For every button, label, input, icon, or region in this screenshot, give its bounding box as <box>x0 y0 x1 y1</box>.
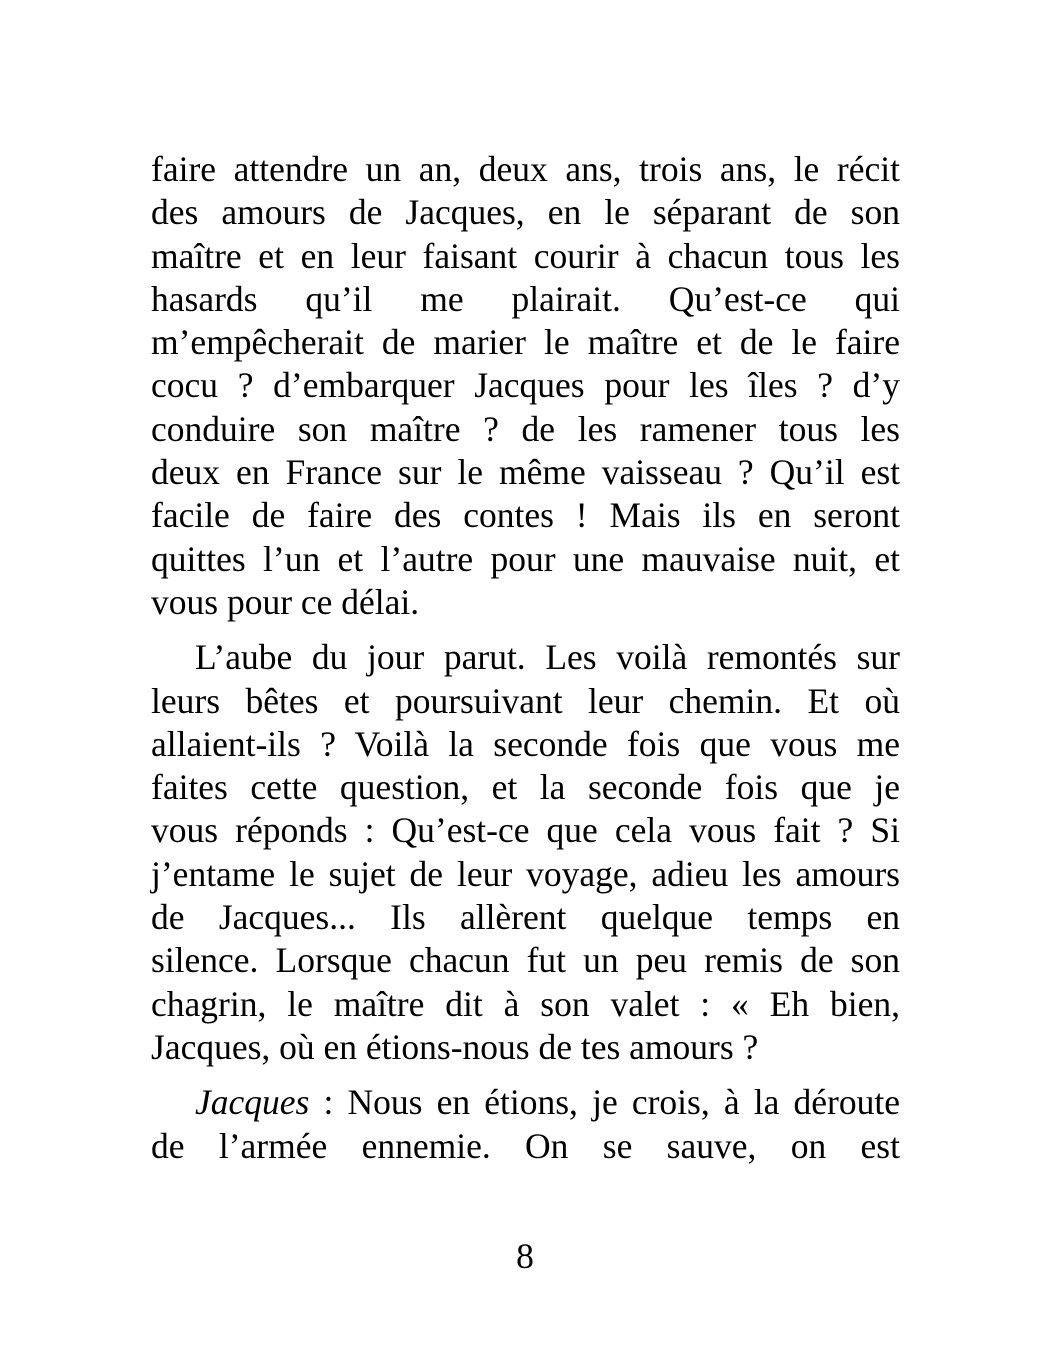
text-line: des amours de Jacques, en le séparant de son <box>151 192 900 233</box>
text-line: vous pour ce délai. <box>151 581 420 622</box>
speaker-name: Jacques <box>195 1082 310 1123</box>
paragraph-2 <box>151 636 900 1069</box>
paragraph-spacer <box>151 1069 900 1081</box>
text-line: faire attendre un an, deux ans, trois ans, le récit <box>151 149 900 189</box>
dialogue-text: : Nous en étions, je crois, à la déroute <box>309 1082 900 1123</box>
dialogue-line <box>151 1081 900 1124</box>
paragraph-spacer <box>151 624 900 636</box>
text-line: deux en France sur le même vaisseau ? Qu’il est <box>151 452 900 493</box>
text-line: conduire son maître ? de les ramener tous les <box>151 408 900 449</box>
text-line: vous réponds : Qu’est-ce que cela vous fait ? Si <box>151 810 900 851</box>
text-line: hasards qu’il me plairait. Qu’est-ce qui <box>151 278 900 319</box>
paragraph-1 <box>151 148 900 624</box>
text-line: de l’armée ennemie. On se sauve, on est <box>151 1125 900 1166</box>
text-line: cocu ? d’embarquer Jacques pour les îles ? d’y <box>151 365 900 406</box>
text-line: L’aube du jour parut. Les voilà remontés sur <box>195 637 900 678</box>
text-line: allaient-ils ? Voilà la seconde fois que vous me <box>151 723 900 764</box>
text-line: chagrin, le maître dit à son valet : « Eh bien, <box>151 983 900 1024</box>
paragraph-3 <box>151 1081 900 1168</box>
text-line: de Jacques... Ils allèrent quelque temps en <box>151 897 900 938</box>
text-line: maître et en leur faisant courir à chacun tous les <box>151 235 900 276</box>
text-line: quittes l’un et l’autre pour une mauvaise nuit, et <box>151 538 900 579</box>
text-line: Jacques, où en étions-nous de tes amours ? <box>151 1026 759 1067</box>
text-line: facile de faire des contes ! Mais ils en seront <box>151 495 900 536</box>
text-line: leurs bêtes et poursuivant leur chemin. Et où <box>151 680 900 721</box>
text-line: faites cette question, et la seconde fois que je <box>151 767 900 808</box>
text-line: silence. Lorsque chacun fut un peu remis de son <box>151 940 900 981</box>
page-number: 8 <box>516 1236 534 1276</box>
text-line: j’entame le sujet de leur voyage, adieu les amours <box>151 853 900 894</box>
text-line: m’empêcherait de marier le maître et de le faire <box>151 322 900 363</box>
page-body <box>151 148 900 1168</box>
